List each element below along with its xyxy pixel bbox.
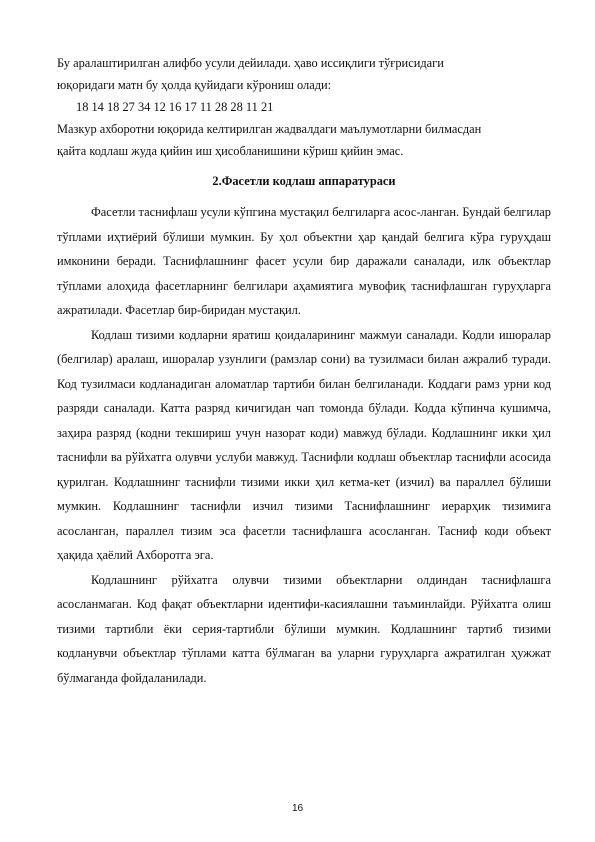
paragraph-coding-system: Кодлаш тизими кодларни яратиш қоидаларининг мажмуи саналади. Кодли ишоралар (белгилар) аралаш, ишоралар узунлиги (рамзлар сони) ва тузилмаси билан ажралиб туради. Код тузилмаси кодланадиган аломатлар тартиби билан белгиланади. Коддаги рамз урни код разряди саналади. Катта разряд кичигидан чап томонда бўлади. Кодда кўпинча кушимча, заҳира разряд (кодни текшириш учун назорат коди) мавжуд бўлади. Кодлашнинг икки ҳил таснифли ва рўйхатга олувчи услуби мавжуд. Таснифли кодлаш объектлар таснифли асосида қурилган. Кодлашнинг таснифли тизими икки ҳил кетма-кет (изчил) ва параллел бўлиши мумкин. Кодлашнинг таснифли изчил тизими Таснифлашнинг иерарҳик тизимига асосланган, параллел тизим эса фасетли таснифлашга асосланган. Тасниф коди объект ҳақида ҳаёлий Ахборотга эга. — [57, 327, 551, 562]
intro-line-4: Мазкур ахборотни юқорида келтирилган жадвалдаги маълумотларни билмасдан — [57, 122, 482, 136]
intro-line-1: Бу аралаштирилган алифбо усули дейилади. ҳаво иссиқлиги тўғрисидаги — [57, 56, 444, 70]
section-body — [57, 200, 551, 690]
encoded-sequence: 18 14 18 27 34 12 16 17 11 28 28 11 21 — [76, 100, 274, 114]
section-heading: 2.Фасетли кодлаш аппаратураси — [212, 174, 396, 188]
paragraph-registration-system: Кодлашнинг рўйхатга олувчи тизими объектларни олдиндан таснифлашга асосланмаган. Код фақат объектларни идентифи-касиялашни таъминлайди. Рўйхатга олиш тизими тартибли ёки серия-тартибли бўлиши мумкин. Кодлашнинг тартиб тизими кодланувчи объектлар тўплами катта бўлмаган ва уларни гуруҳларга ажратилган ҳужжат бўлмаганда фойдаланилади. — [57, 572, 551, 685]
intro-line-5: қайта кодлаш жуда қийин иш ҳисобланишини кўриш қийин эмас. — [57, 144, 404, 158]
paragraph-facet-classification: Фасетли таснифлаш усули кўпгина мустақил белгиларга асос-ланган. Бундай белгилар тўплами иҳтиёрий бўлиши мумкин. Бу ҳол объектни ҳар қандай белгига кўра гуруҳдаш имконини беради. Таснифлашнинг фасет усули бир даражали саналади, илк объектлар тўплами алоҳида фасетларнинг белгилари аҳамиятига мувофиқ таснифлашган гуруҳларга ажратилади. Фасетлар бир-биридан мустақил. — [57, 205, 551, 317]
page-number: 16 — [291, 803, 304, 814]
intro-line-2: юқоридаги матн бу ҳолда қуйидаги кўрониш олади: — [57, 78, 332, 92]
intro-text-block — [57, 52, 557, 162]
